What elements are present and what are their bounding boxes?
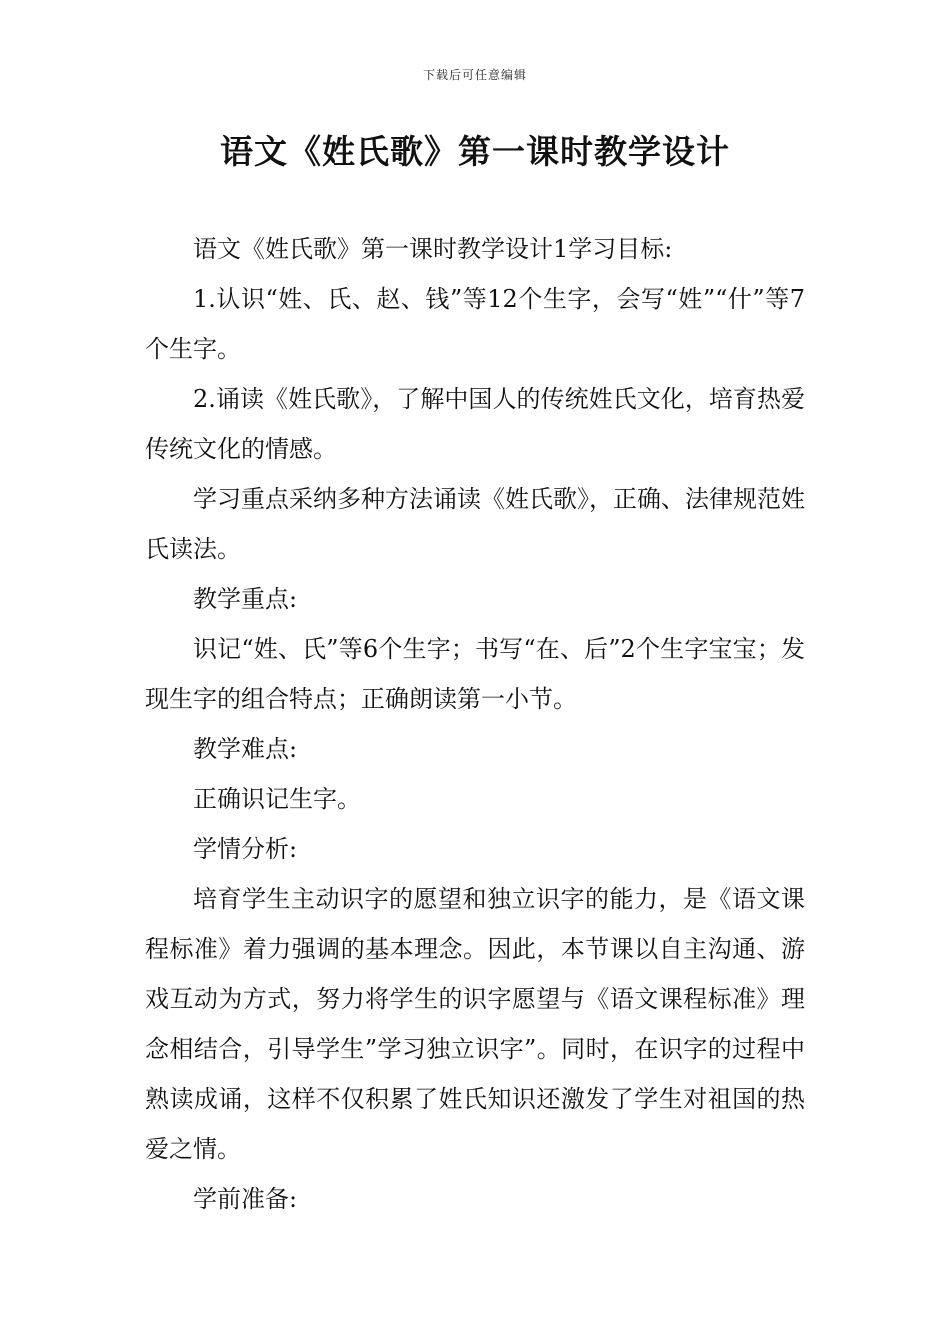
paragraph-teaching-focus: 识记“姓、氏”等6个生字；书写“在、后”2个生字宝宝；发现生字的组合特点；正确朗读第一小节。	[145, 635, 805, 713]
heading-preparation: 学前准备:	[193, 1185, 298, 1213]
header-note: 下载后可任意编辑	[422, 68, 527, 82]
heading-teaching-focus: 教学重点:	[193, 585, 298, 613]
paragraph-teaching-difficulty: 正确识记生字。	[193, 785, 361, 813]
document-body	[145, 224, 805, 1224]
paragraph-intro: 语文《姓氏歌》第一课时教学设计1学习目标:	[193, 235, 673, 263]
heading-learner-analysis: 学情分析:	[193, 835, 298, 863]
paragraph-learner-analysis: 培育学生主动识字的愿望和独立识字的能力，是《语文课程标准》着力强调的基本理念。因此，本节课以自主沟通、游戏互动为方式，努力将学生的识字愿望与《语文课程标准》理念相结合，引导学生”学习独立识字”。同时，在识字的过程中熟读成诵，这样不仅积累了姓氏知识还激发了学生对祖国的热爱之情。	[145, 885, 805, 1163]
paragraph-goal-1: 1.认识“姓、氏、赵、钱”等12个生字，会写“姓”“什”等7个生字。	[145, 285, 805, 363]
heading-teaching-difficulty: 教学难点:	[193, 735, 298, 763]
paragraph-goal-2: 2.诵读《姓氏歌》，了解中国人的传统姓氏文化，培育热爱传统文化的情感。	[145, 385, 805, 463]
paragraph-learning-focus: 学习重点采纳多种方法诵读《姓氏歌》，正确、法律规范姓氏读法。	[145, 485, 805, 563]
document-title: 语文《姓氏歌》第一课时教学设计	[220, 132, 730, 171]
